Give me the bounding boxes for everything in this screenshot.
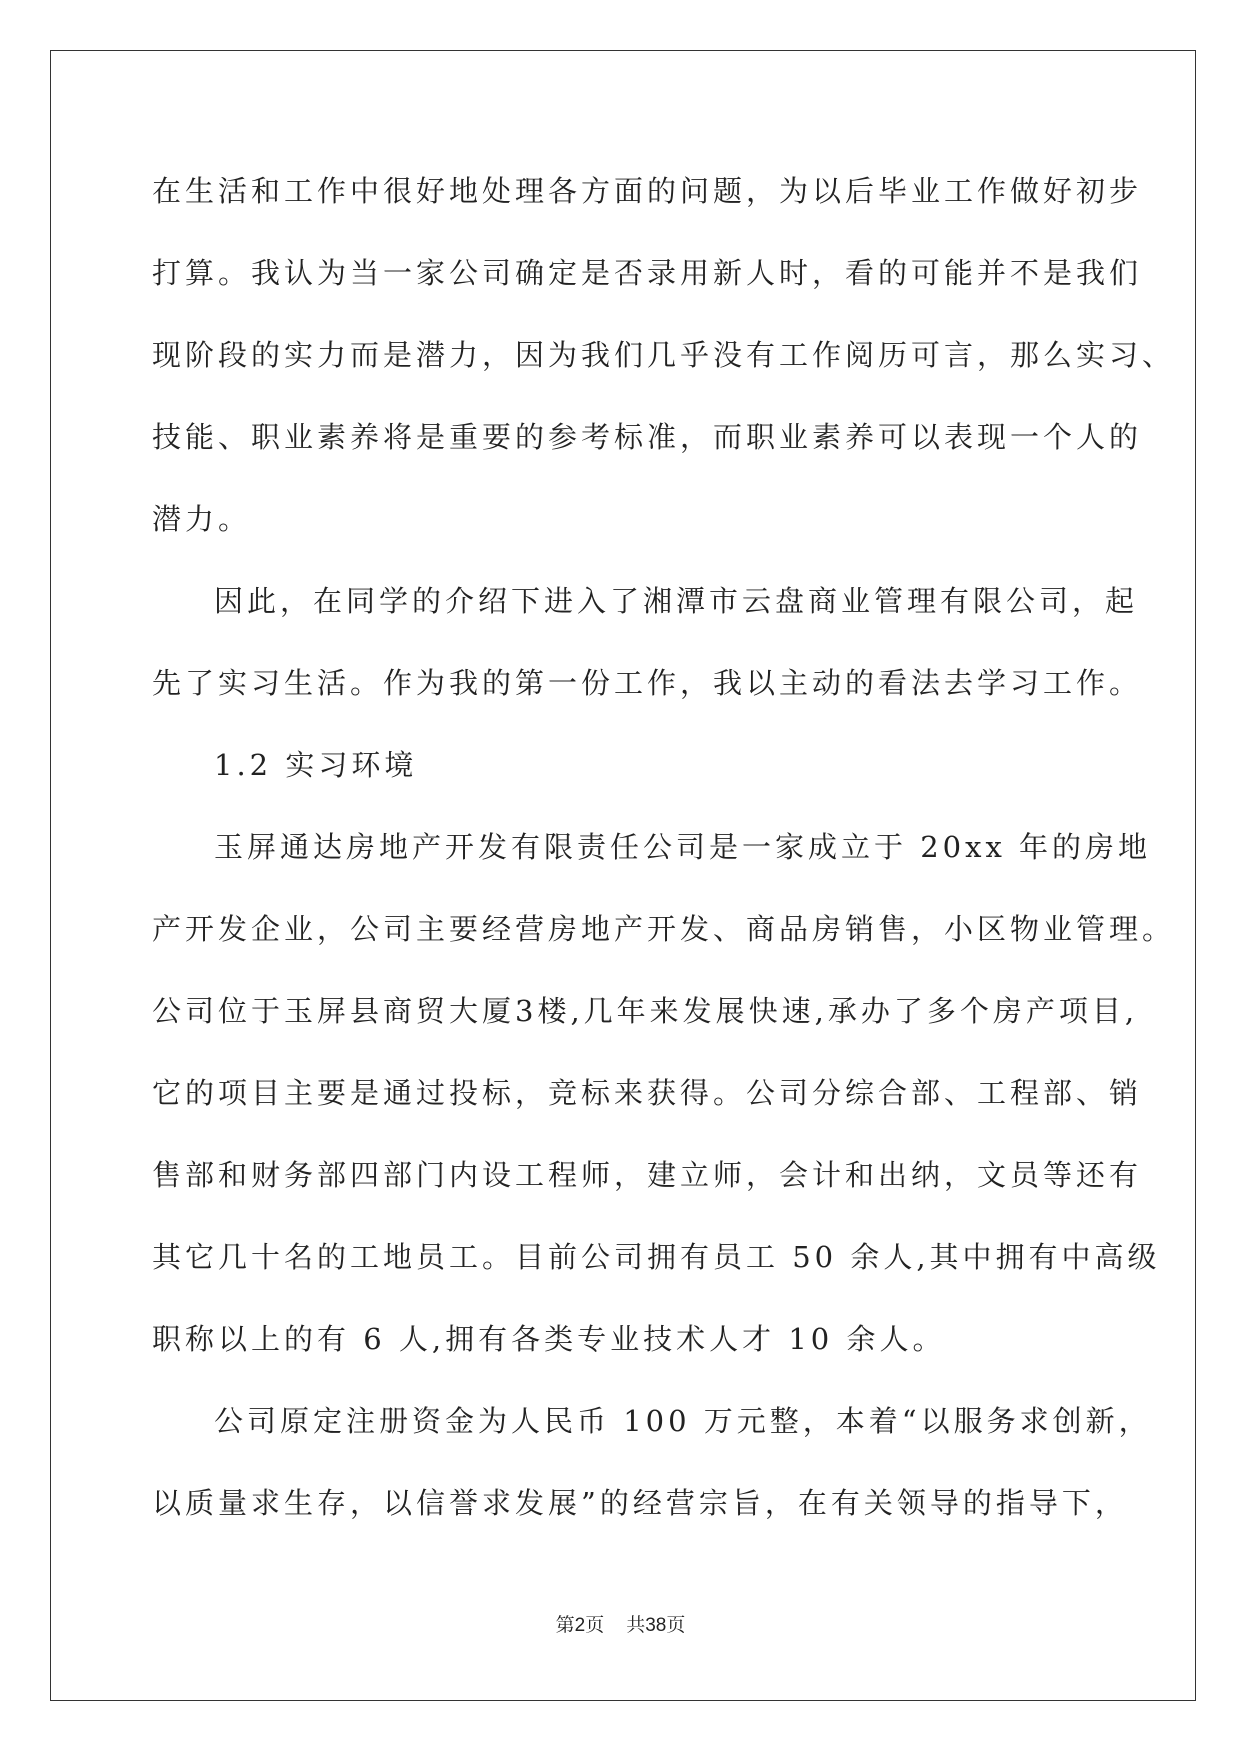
page-number: 2 xyxy=(574,1615,586,1636)
text-line: 它的项目主要是通过投标，竞标来获得。公司分综合部、工程部、销 xyxy=(152,1076,1143,1110)
text-line: 产开发企业，公司主要经营房地产开发、商品房销售，小区物业管理。 xyxy=(152,912,1176,946)
text-line: 玉屏通达房地产开发有限责任公司是一家成立于 20xx 年的房地 xyxy=(214,830,1152,864)
text-line: 以质量求生存，以信誉求发展”的经营宗旨，在有关领导的指导下， xyxy=(152,1486,1128,1520)
section-heading: 1.2 实习环境 xyxy=(214,748,418,782)
text-line: 公司位于玉屏县商贸大厦3楼,几年来发展快速,承办了多个房产项目, xyxy=(152,994,1139,1028)
paragraph-career-planning-end xyxy=(152,160,1176,570)
text-line: 其它几十名的工地员工。目前公司拥有员工 50 余人,其中拥有中高级 xyxy=(152,1240,1161,1274)
text-line: 售部和财务部四部门内设工程师，建立师，会计和出纳，文员等还有 xyxy=(152,1158,1143,1192)
document-body xyxy=(152,160,1176,1554)
paragraph-company-capital xyxy=(152,1390,1152,1554)
text-line: 打算。我认为当一家公司确定是否录用新人时，看的可能并不是我们 xyxy=(152,256,1143,290)
page-prefix: 第 xyxy=(555,1614,575,1636)
page-suffix: 页 xyxy=(585,1614,605,1636)
text-line: 技能、职业素养将是重要的参考标准，而职业素养可以表现一个人的 xyxy=(152,420,1143,454)
text-line: 现阶段的实力而是潜力，因为我们几乎没有工作阅历可言，那么实习、 xyxy=(152,338,1176,372)
page-footer xyxy=(0,1610,1241,1637)
text-line: 因此，在同学的介绍下进入了湘潭市云盘商业管理有限公司，起 xyxy=(214,584,1139,618)
paragraph-internship-start xyxy=(152,570,1143,734)
text-line: 公司原定注册资金为人民币 100 万元整，本着“以服务求创新， xyxy=(214,1404,1152,1438)
total-prefix: 共 xyxy=(626,1614,646,1636)
text-line: 先了实习生活。作为我的第一份工作，我以主动的看法去学习工作。 xyxy=(152,666,1143,700)
section-heading-1-2 xyxy=(152,734,1092,816)
total-suffix: 页 xyxy=(666,1614,686,1636)
text-line: 潜力。 xyxy=(152,502,252,536)
text-line: 在生活和工作中很好地处理各方面的问题，为以后毕业工作做好初步 xyxy=(152,174,1143,208)
paragraph-company-intro xyxy=(152,816,1176,1390)
total-pages: 38 xyxy=(645,1615,667,1636)
text-line: 职称以上的有 6 人,拥有各类专业技术人才 10 余人。 xyxy=(152,1322,946,1356)
